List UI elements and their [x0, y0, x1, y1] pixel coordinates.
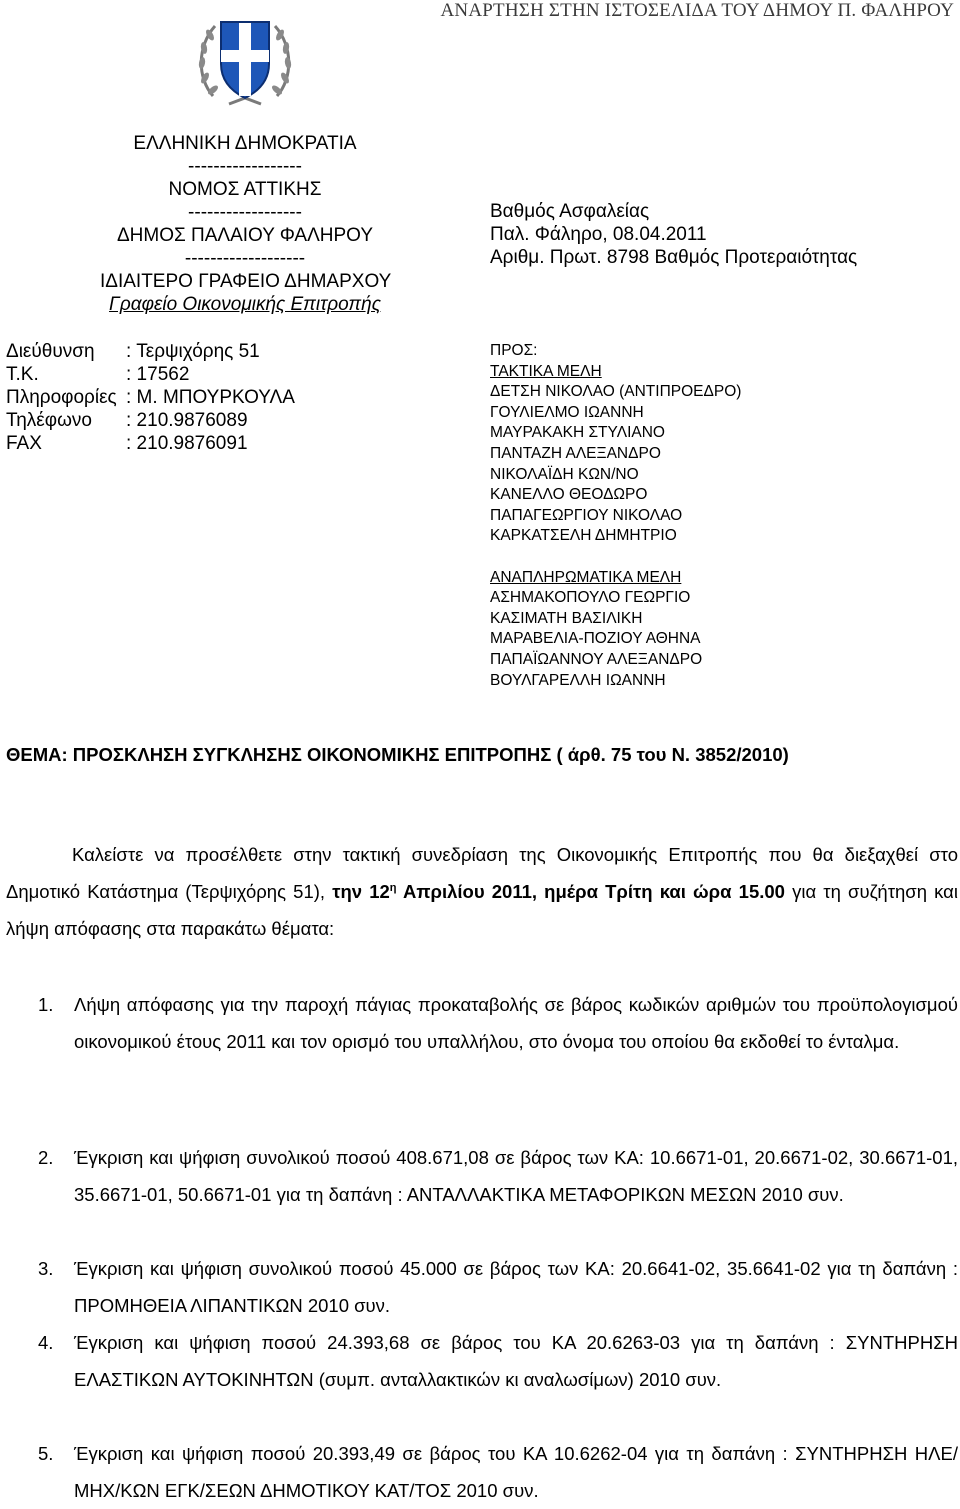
to-label: ΠΡΟΣ: — [490, 342, 538, 359]
address-value: : 210.9876089 — [126, 410, 248, 431]
office-line: ΙΔΙΑΙΤΕΡΟ ΓΡΑΦΕΙΟ ΔΗΜΑΡΧΟΥ — [100, 271, 392, 292]
agenda-item-number: 2. — [38, 1147, 54, 1168]
agenda-item-text: Έγκριση και ψήφιση συνολικού ποσού 45.000 σε βάρος των ΚΑ: 20.6641-02, 35.6641-02 για τη δαπάνη : ΠΡΟΜΗΘΕΙΑ ΛΙΠΑΝΤΙΚΩΝ 2010 συν. — [74, 1258, 958, 1316]
agenda-item-text: Έγκριση και ψήφιση συνολικού ποσού 408.671,08 σε βάρος των ΚΑ: 10.6671-01, 20.6671-02, 30.6671-01, 35.6671-01, 50.6671-01 για τη δαπάνη : ΑΝΤΑΛΛΑΚΤΙΚΑ ΜΕΤΑΦΟΡΙΚΩΝ ΜΕΣΩΝ 2010 συν. — [74, 1147, 958, 1205]
agenda-item — [38, 1324, 958, 1398]
issuer-header — [100, 132, 390, 316]
meeting-datetime: Απριλίου 2011, ημέρα Τρίτη και ώρα 15.00 — [396, 881, 785, 902]
country-line: ΕΛΛΗΝΙΚΗ ΔΗΜΟΚΡΑΤΙΑ — [133, 133, 357, 154]
agenda-item — [38, 1250, 958, 1324]
recipients-block — [490, 341, 741, 691]
ordinal-suffix: η — [389, 881, 397, 894]
place-date: Παλ. Φάληρο, 08.04.2011 — [490, 224, 707, 245]
substitute-members-title: ΑΝΑΠΛΗΡΩΜΑΤΙΚΑ ΜΕΛΗ — [490, 568, 682, 586]
separator: ------------------ — [188, 202, 302, 223]
agenda-item — [38, 1435, 958, 1509]
address-row — [6, 340, 295, 363]
agenda-item-number: 1. — [38, 994, 54, 1015]
document-meta — [490, 200, 857, 269]
address-row — [6, 409, 295, 432]
address-value: : Τερψιχόρης 51 — [126, 341, 260, 362]
invitation-text-end: για τη συζήτηση και λήψη απόφασης στα παρακάτω θέματα: — [6, 881, 958, 939]
recipient-item: ΚΑΣΙΜΑΤΗ ΒΑΣΙΛΙΚΗ — [490, 609, 643, 627]
recipient-item: ΒΟΥΛΓΑΡΕΛΛΗ ΙΩΑΝΝΗ — [490, 671, 666, 689]
security-level: Βαθμός Ασφαλείας — [490, 201, 650, 222]
separator: ------------------ — [188, 156, 302, 177]
address-label: Τ.Κ. — [6, 364, 39, 385]
address-value: : Μ. ΜΠΟΥΡΚΟΥΛΑ — [126, 387, 295, 408]
recipient-item: ΝΙΚΟΛΑΪΔΗ ΚΩΝ/ΝΟ — [490, 465, 639, 483]
recipient-item: ΠΑΠΑΓΕΩΡΓΙΟΥ ΝΙΚΟΛΑΟ — [490, 506, 683, 524]
recipient-item: ΚΑΡΚΑΤΣΕΛΗ ΔΗΜΗΤΡΙΟ — [490, 527, 677, 545]
recipient-item: ΠΑΝΤΑΖΗ ΑΛΕΞΑΝΔΡΟ — [490, 444, 661, 462]
address-label: FAX — [6, 433, 42, 454]
agenda-item-text: Έγκριση και ψήφιση ποσού 20.393,49 σε βάρος του ΚΑ 10.6262-04 για τη δαπάνη : ΣΥΝΤΗΡΗΣΗ ΗΛΕ/ΜΗΧ/ΚΩΝ ΕΓΚ/ΣΕΩΝ ΔΗΜΟΤΙΚΟΥ ΚΑΤ/ΤΟΣ 2010 συν. — [74, 1443, 958, 1501]
agenda-item-number: 5. — [38, 1443, 54, 1464]
recipient-item: ΓΟΥΛΙΕΛΜΟ ΙΩΑΝΝΗ — [490, 403, 644, 421]
meeting-day: την 12 — [332, 881, 390, 902]
invitation-paragraph — [6, 836, 958, 947]
separator: ------------------- — [184, 248, 306, 269]
department-line: Γραφείο Οικονομικής Επιτροπής — [109, 294, 381, 315]
agenda-item-text: Έγκριση και ψήφιση ποσού 24.393,68 σε βάρος του ΚΑ 20.6263-03 για τη δαπάνη : ΣΥΝΤΗΡΗΣΗ ΕΛΑΣΤΙΚΩΝ ΑΥΤΟΚΙΝΗΤΩΝ (συμπ. ανταλλακτικών κι αναλωσίμων) 2010 συν. — [74, 1332, 958, 1390]
address-block — [6, 340, 295, 455]
address-row — [6, 386, 295, 409]
agenda-item — [38, 986, 958, 1060]
municipality-line: ΔΗΜΟΣ ΠΑΛΑΙΟΥ ΦΑΛΗΡΟΥ — [116, 225, 374, 246]
protocol-number: Αριθμ. Πρωτ. 8798 Βαθμός Προτεραιότητας — [490, 247, 858, 268]
agenda-item-text: Λήψη απόφασης για την παροχή πάγιας προκαταβολής σε βάρος κωδικών αριθμών του προϋπολογισμού οικονομικού έτους 2011 και τον ορισμό του υπαλλήλου, στο όνομα του οποίου θα εκδοθεί το ένταλμα. — [74, 994, 958, 1052]
address-label: Πληροφορίες — [6, 387, 117, 408]
regular-members-title: ΤΑΚΤΙΚΑ ΜΕΛΗ — [490, 362, 602, 380]
address-value: : 210.9876091 — [126, 433, 248, 454]
subject-line: ΘΕΜΑ: ΠΡΟΣΚΛΗΣΗ ΣΥΓΚΛΗΣΗΣ ΟΙΚΟΝΟΜΙΚΗΣ ΕΠΙΤΡΟΠΗΣ ( άρθ. 75 του Ν. 3852/2010) — [6, 744, 789, 765]
agenda-item — [38, 1139, 958, 1213]
address-label: Τηλέφωνο — [6, 410, 92, 431]
agenda-item-number: 4. — [38, 1332, 54, 1353]
address-row — [6, 363, 295, 386]
recipient-item: ΠΑΠΑΪΩΑΝΝΟΥ ΑΛΕΞΑΝΔΡΟ — [490, 650, 703, 668]
address-label: Διεύθυνση — [6, 341, 95, 362]
invitation-text: Καλείστε να προσέλθετε στην τακτική συνεδρίαση της Οικονομικής Επιτροπής που θα διεξαχθεί στο Δημοτικό Κατάστημα (Τερψιχόρης 51), — [6, 844, 958, 902]
recipient-item: ΑΣΗΜΑΚΟΠΟΥΛΟ ΓΕΩΡΓΙΟ — [490, 589, 691, 607]
recipient-item: ΔΕΤΣΗ ΝΙΚΟΛΑΟ (ΑΝΤΙΠΡΟΕΔΡΟ) — [490, 383, 742, 401]
top-note: ΑΝΑΡΤΗΣΗ ΣΤΗΝ ΙΣΤΟΣΕΛΙΔΑ ΤΟΥ ΔΗΜΟΥ Π. ΦΑΛΗΡΟΥ — [440, 0, 954, 21]
recipient-item: ΜΑΡΑΒΕΛΙΑ-ΠΟΖΙΟΥ ΑΘΗΝΑ — [490, 630, 701, 648]
address-value: : 17562 — [126, 364, 190, 385]
greek-emblem-icon — [193, 8, 297, 114]
address-row — [6, 432, 295, 455]
agenda-item-number: 3. — [38, 1258, 54, 1279]
recipient-item: ΚΑΝΕΛΛΟ ΘΕΟΔΩΡΟ — [490, 486, 648, 504]
prefecture-line: ΝΟΜΟΣ ΑΤΤΙΚΗΣ — [168, 179, 322, 200]
recipient-item: ΜΑΥΡΑΚΑΚΗ ΣΤΥΛΙΑΝΟ — [490, 424, 665, 442]
